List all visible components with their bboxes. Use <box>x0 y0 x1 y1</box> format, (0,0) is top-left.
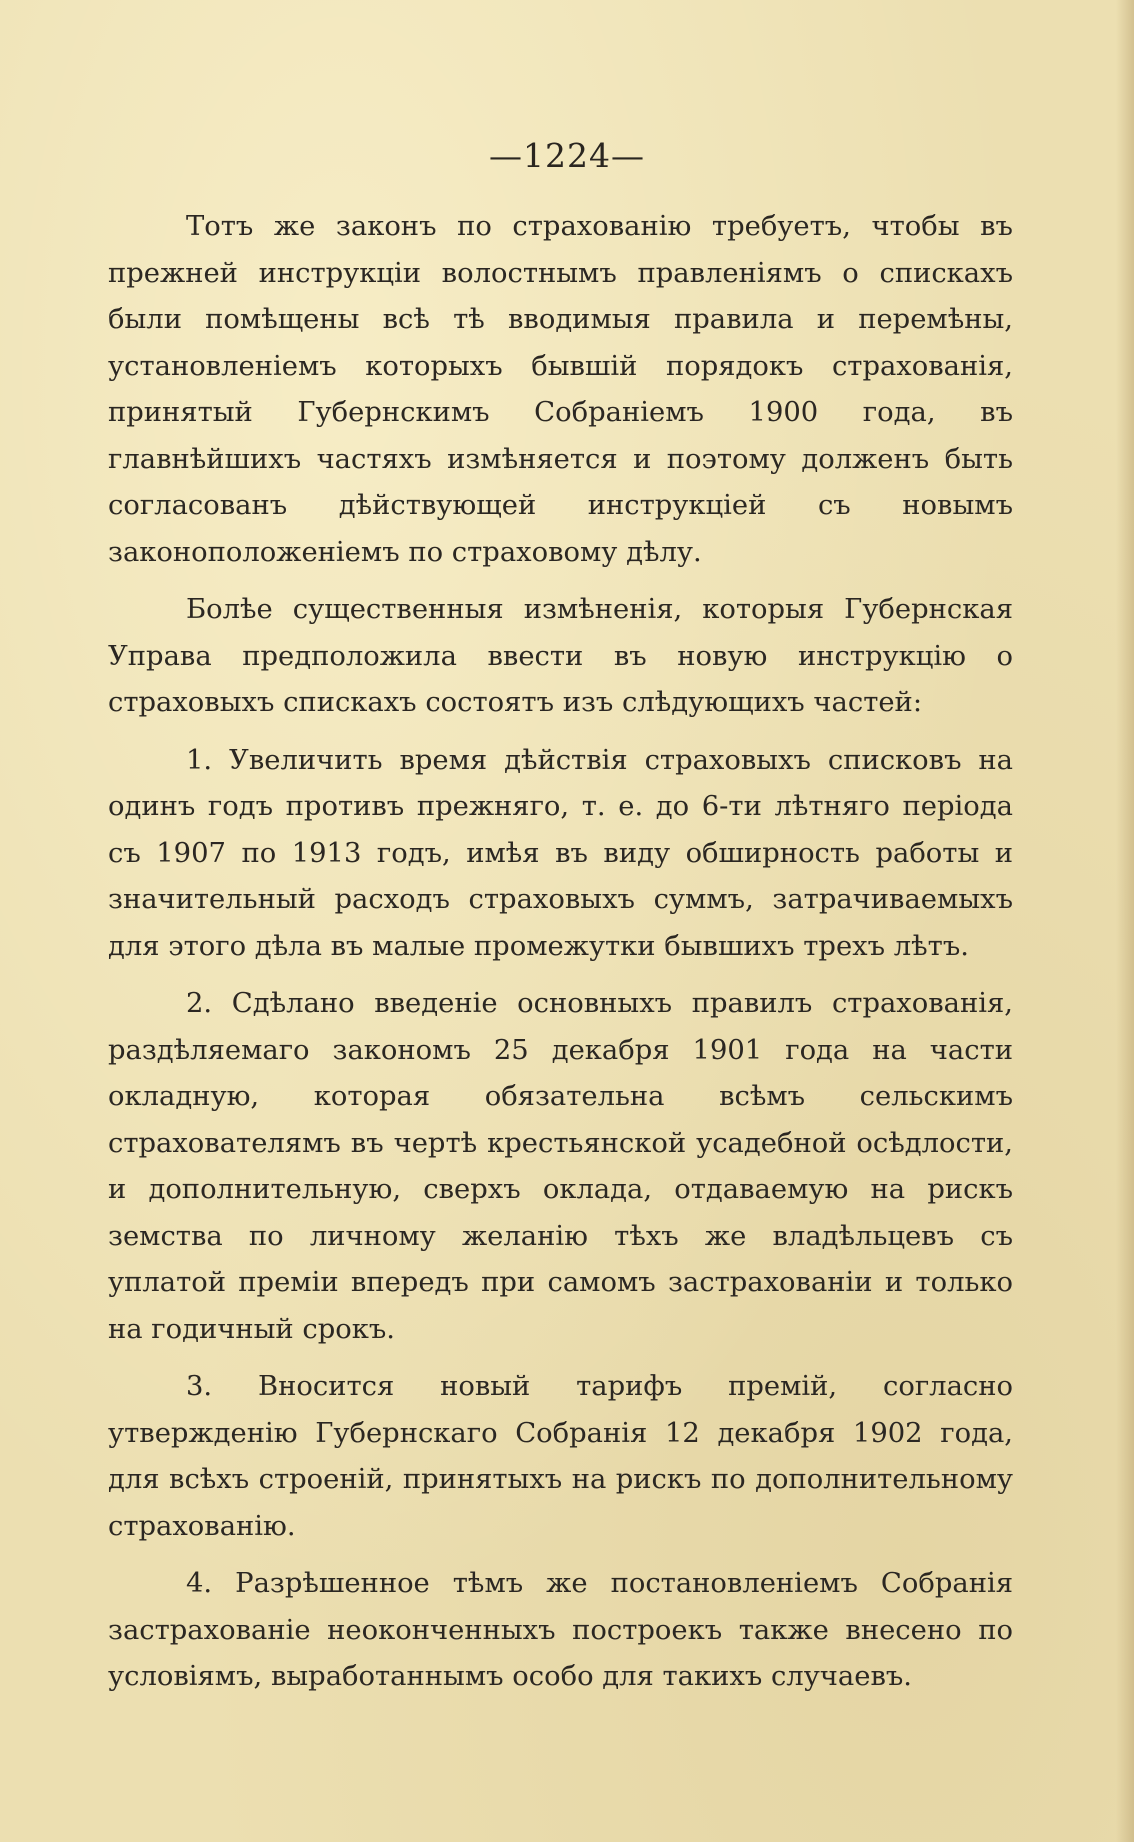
paragraph-item-3: 3. Вносится новый тарифъ премій, согласно утвержденію Губернскаго Собранія 12 декабря 1902 года, для всѣхъ строеній, принятыхъ на рискъ по дополнительному страхованію. <box>108 1371 1013 1542</box>
paragraph-item-2: 2. Сдѣлано введеніе основныхъ правилъ страхованія, раздѣляемаго закономъ 25 декабря 1901 года на части окладную, которая обязательна всѣмъ сельскимъ страхователямъ въ чертѣ крестьянской усадебной осѣдлости, и дополнительную, сверхъ оклада, отдаваемую на рискъ земства по личному желанію тѣхъ же владѣльцевъ съ уплатой преміи впередъ при самомъ застрахованіи и только на годичный срокъ. <box>108 988 1013 1345</box>
paragraph-item-4: 4. Разрѣшенное тѣмъ же постановленіемъ Собранія застрахованіе неоконченныхъ построекъ также внесено по условіямъ, выработаннымъ особо для такихъ случаевъ. <box>108 1568 1013 1692</box>
paragraph-changes-summary: Болѣе существенныя измѣненія, которыя Губернская Управа предположила ввести въ новую инструкцію о страховыхъ спискахъ состоятъ изъ слѣдующихъ частей: <box>108 594 1013 718</box>
page-edge-shadow <box>1116 0 1134 1842</box>
page-number: —1224— <box>489 136 645 175</box>
body-text <box>108 204 1013 1701</box>
paragraph-intro: Тотъ же законъ по страхованію требуетъ, чтобы въ прежней инструкціи волостнымъ правленіямъ о спискахъ были помѣщены всѣ тѣ вводимыя правила и перемѣны, установленіемъ которыхъ бывшій порядокъ страхованія, принятый Губернскимъ Собраніемъ 1900 года, въ главнѣйшихъ частяхъ измѣняется и поэтому долженъ быть согласованъ дѣйствующей инструкціей съ новымъ законоположеніемъ по страховому дѣлу. <box>108 211 1013 568</box>
paragraph-item-1: 1. Увеличить время дѣйствія страховыхъ списковъ на одинъ годъ противъ прежняго, т. е. до 6-ти лѣтняго періода съ 1907 по 1913 годъ, имѣя въ виду обширность работы и значительный расходъ страховыхъ суммъ, затрачиваемыхъ для этого дѣла въ малые промежутки бывшихъ трехъ лѣтъ. <box>108 744 1013 962</box>
